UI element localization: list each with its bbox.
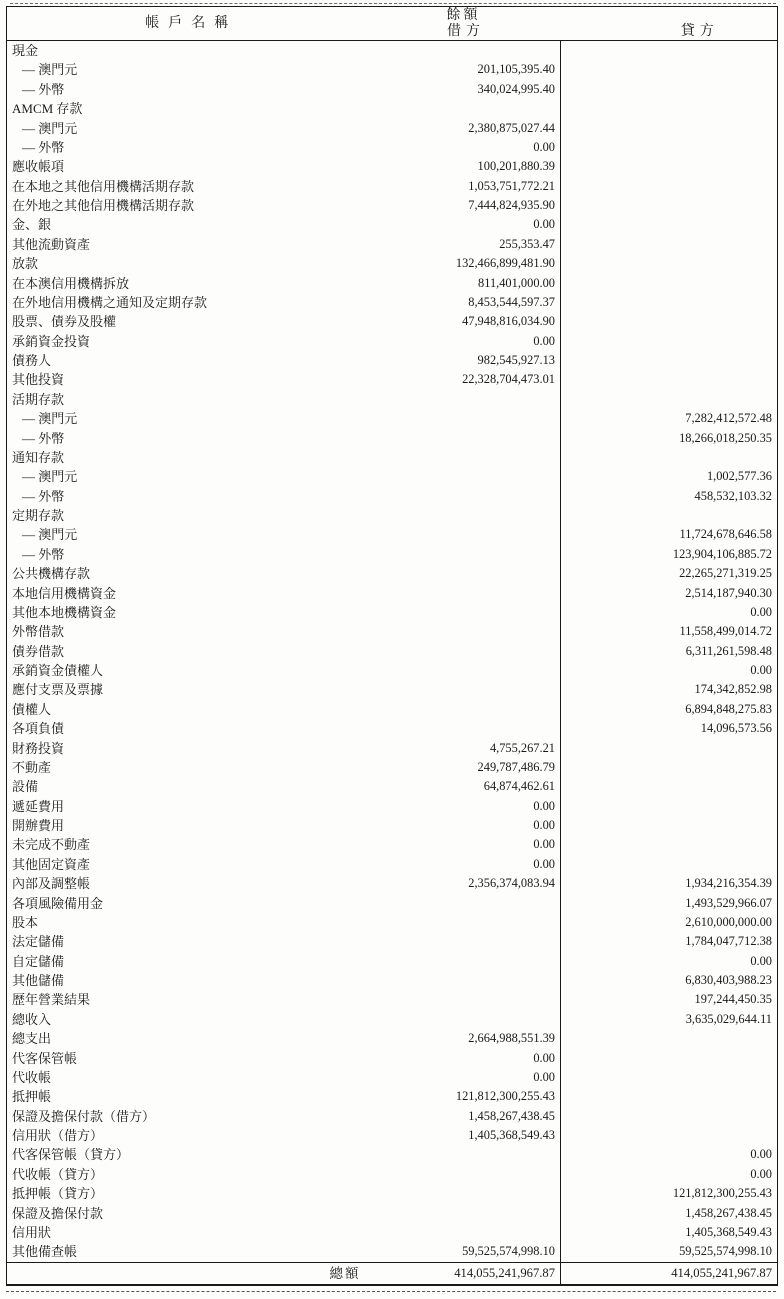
credit-value-cell: 11,558,499,014.72 [679, 624, 772, 639]
debit-value-cell [367, 99, 561, 118]
credit-value-cell [561, 157, 778, 176]
table-row [7, 196, 778, 215]
table-header [7, 7, 778, 41]
table-row [7, 1204, 778, 1223]
table-row [7, 99, 778, 118]
debit-value-cell [367, 894, 561, 913]
debit-value-cell: 1,053,751,772.21 [367, 177, 561, 196]
debit-value-cell [367, 913, 561, 932]
table-row [7, 467, 778, 486]
account-name-cell: 遞延費用 [12, 798, 65, 814]
account-name-cell: 定期存款 [12, 508, 65, 523]
credit-value-cell [561, 235, 778, 254]
balance-column-group-header [367, 7, 778, 25]
credit-value-cell: 11,724,678,646.58 [679, 527, 772, 542]
credit-value-cell [561, 816, 778, 835]
credit-value-cell [561, 855, 778, 874]
account-name-cell: 債券借款 [12, 643, 65, 659]
credit-value-cell [561, 1107, 778, 1126]
debit-value-cell: 4,755,267.21 [367, 739, 561, 758]
credit-value-cell: 123,904,106,885.72 [672, 546, 772, 561]
table-row [7, 700, 778, 719]
credit-value-cell [561, 351, 778, 370]
debit-value-cell [367, 661, 561, 680]
table-row [7, 603, 778, 622]
account-name-cell: 法定儲備 [12, 934, 65, 950]
account-name-cell: 金、銀 [12, 217, 52, 233]
account-name-cell: 總支出 [12, 1031, 52, 1047]
table-row [7, 370, 778, 389]
debit-value-cell: 7,444,824,935.90 [367, 196, 561, 215]
credit-value-cell: 0.00 [750, 953, 772, 968]
debit-value-cell: 0.00 [367, 797, 561, 816]
debit-value-cell [367, 971, 561, 990]
account-name-cell: 其他本地機構資金 [12, 604, 117, 620]
account-name-cell: 放款 [12, 256, 39, 272]
account-name-cell: 在外地之其他信用機構活期存款 [12, 198, 195, 213]
account-name-cell: 信用狀 [12, 1224, 52, 1240]
table-row [7, 177, 778, 196]
debit-value-cell [367, 952, 561, 971]
table-row [7, 1145, 778, 1164]
credit-value-cell: 121,812,300,255.43 [672, 1186, 772, 1201]
credit-value-cell: 59,525,574,998.10 [679, 1244, 772, 1259]
table-row [7, 1184, 778, 1203]
table-row [7, 60, 778, 79]
table-row [7, 777, 778, 796]
debit-value-cell: 0.00 [367, 332, 561, 351]
account-name-cell: — 澳門元 [22, 120, 78, 136]
credit-value-cell: 0.00 [750, 1147, 772, 1162]
account-name-cell: 債權人 [12, 701, 52, 717]
credit-value-cell [561, 177, 778, 196]
table-row [7, 642, 778, 661]
table-row [7, 254, 778, 273]
debit-value-cell [367, 680, 561, 699]
table-row [7, 1107, 778, 1126]
table-row [7, 506, 778, 525]
credit-value-cell: 22,265,271,319.25 [679, 566, 772, 581]
credit-value-cell [561, 777, 778, 796]
credit-value-cell [561, 60, 778, 79]
credit-value-cell: 1,002,577.36 [706, 469, 772, 484]
debit-value-cell: 64,874,462.61 [367, 777, 561, 796]
debit-value-cell: 982,545,927.13 [367, 351, 561, 370]
debit-value-cell [367, 525, 561, 544]
debit-value-cell [367, 467, 561, 486]
credit-value-cell: 0.00 [750, 604, 772, 619]
debit-value-cell: 0.00 [367, 138, 561, 157]
account-name-cell: 代收帳（貸方） [12, 1166, 104, 1182]
credit-value-cell [561, 119, 778, 138]
credit-value-cell [561, 312, 778, 331]
debit-value-cell: 59,525,574,998.10 [367, 1242, 561, 1262]
debit-value-cell [367, 642, 561, 661]
table-row [7, 797, 778, 816]
table-row [7, 661, 778, 680]
account-name-cell: 承銷資金投資 [12, 333, 91, 349]
table-row [7, 835, 778, 854]
credit-value-cell [561, 1049, 778, 1068]
debit-value-cell: 8,453,544,597.37 [367, 293, 561, 312]
table-row [7, 429, 778, 448]
account-name-cell: 通知存款 [12, 449, 65, 465]
credit-value-cell: 1,405,368,549.43 [685, 1224, 772, 1239]
credit-value-cell [561, 80, 778, 99]
credit-value-cell [561, 1126, 778, 1145]
account-name-cell: — 澳門元 [22, 62, 78, 78]
debit-value-cell [367, 448, 561, 467]
table-row [7, 622, 778, 641]
debit-value-cell [367, 584, 561, 603]
account-name-cell: 代客保管帳 [12, 1050, 78, 1066]
total-debit-value: 414,055,241,967.87 [367, 1262, 561, 1285]
table-row [7, 274, 778, 293]
debit-value-cell: 1,405,368,549.43 [367, 1126, 561, 1145]
credit-value-cell: 7,282,412,572.48 [685, 411, 772, 426]
credit-value-cell: 6,311,261,598.48 [685, 643, 772, 658]
account-name-cell: 其他流動資產 [12, 236, 91, 252]
account-name-cell: 自定儲備 [12, 953, 65, 969]
debit-value-cell: 0.00 [367, 1068, 561, 1087]
account-name-cell: 抵押帳（貸方） [12, 1186, 104, 1202]
debit-value-cell [367, 41, 561, 61]
table-row [7, 680, 778, 699]
table-row [7, 235, 778, 254]
table-row [7, 80, 778, 99]
account-name-cell: 抵押帳 [12, 1089, 52, 1105]
debit-value-cell [367, 564, 561, 583]
credit-value-cell: 1,458,267,438.45 [685, 1205, 772, 1220]
table-row [7, 1165, 778, 1184]
debit-value-cell [367, 622, 561, 641]
table-row [7, 1010, 778, 1029]
table-row [7, 990, 778, 1009]
account-name-cell: 設備 [12, 779, 39, 795]
credit-value-cell [561, 254, 778, 273]
credit-value-cell: 6,830,403,988.23 [685, 973, 772, 987]
account-name-cell: 各項風險備用金 [12, 895, 104, 911]
account-name-cell: 財務投資 [12, 740, 65, 756]
credit-value-cell: 174,342,852.98 [694, 682, 772, 697]
account-name-cell: — 澳門元 [22, 411, 78, 427]
debit-value-cell [367, 487, 561, 506]
credit-value-cell [561, 835, 778, 854]
debit-value-cell [367, 1145, 561, 1164]
table-row [7, 390, 778, 409]
scan-artifact-line [6, 1291, 776, 1292]
account-name-cell: 總收入 [12, 1011, 52, 1027]
debit-value-cell [367, 1184, 561, 1203]
account-name-cell: 代收帳 [12, 1069, 52, 1085]
debit-value-cell [367, 932, 561, 951]
debit-value-cell: 340,024,995.40 [367, 80, 561, 99]
credit-value-cell [561, 41, 778, 61]
credit-value-cell: 2,514,187,940.30 [685, 585, 772, 600]
credit-value-cell [561, 739, 778, 758]
credit-value-cell [561, 215, 778, 234]
debit-value-cell: 1,458,267,438.45 [367, 1107, 561, 1126]
credit-value-cell [561, 390, 778, 409]
account-name-cell: 其他儲備 [12, 973, 65, 988]
table-row [7, 932, 778, 951]
table-row [7, 952, 778, 971]
account-name-cell: 在本地之其他信用機構活期存款 [12, 178, 195, 194]
table-row [7, 119, 778, 138]
debit-value-cell: 2,664,988,551.39 [367, 1029, 561, 1048]
debit-value-cell [367, 390, 561, 409]
account-name-cell: 活期存款 [12, 391, 65, 407]
table-row [7, 971, 778, 990]
debit-value-cell [367, 1204, 561, 1223]
table-row [7, 448, 778, 467]
credit-value-cell [561, 506, 778, 525]
debit-value-cell: 0.00 [367, 835, 561, 854]
table-row [7, 157, 778, 176]
table-footer [7, 1262, 778, 1285]
credit-column-header: 貸方 [680, 24, 719, 39]
account-name-cell: 開辦費用 [12, 818, 65, 833]
table-row [7, 913, 778, 932]
table-row [7, 351, 778, 370]
table-row [7, 138, 778, 157]
account-name-cell: 股本 [12, 914, 39, 930]
table-row [7, 816, 778, 835]
debit-value-cell [367, 719, 561, 738]
table-row [7, 1029, 778, 1048]
table-row [7, 855, 778, 874]
account-name-cell: — 外幣 [22, 81, 65, 97]
credit-value-cell [561, 196, 778, 215]
debit-value-cell [367, 1223, 561, 1242]
table-row [7, 215, 778, 234]
account-name-cell: — 外幣 [22, 488, 65, 504]
account-name-cell: 不動產 [12, 759, 52, 775]
account-name-cell: 各項負債 [12, 721, 65, 737]
account-name-cell: 歷年營業結果 [12, 992, 91, 1008]
credit-value-cell [561, 99, 778, 118]
debit-value-cell: 249,787,486.79 [367, 758, 561, 777]
credit-value-cell [561, 1029, 778, 1048]
table-row [7, 293, 778, 312]
debit-value-cell: 201,105,395.40 [367, 60, 561, 79]
credit-value-cell: 0.00 [750, 663, 772, 677]
account-name-cell: 代客保管帳（貸方） [12, 1147, 130, 1163]
account-name-cell: 保證及擔保付款 [12, 1205, 104, 1221]
account-name-cell: 其他投資 [12, 372, 65, 388]
balance-header-label: 餘額 [446, 8, 481, 23]
debit-value-cell [367, 429, 561, 448]
debit-value-cell: 0.00 [367, 215, 561, 234]
table-row [7, 894, 778, 913]
account-name-cell: 應付支票及票據 [12, 682, 104, 698]
debit-column-header: 借方 [447, 24, 485, 39]
debit-value-cell [367, 409, 561, 428]
account-name-cell: 債務人 [12, 353, 52, 368]
table-row [7, 1126, 778, 1145]
debit-value-cell [367, 506, 561, 525]
credit-value-cell [561, 797, 778, 816]
debit-value-cell [367, 545, 561, 564]
account-name-cell: — 澳門元 [22, 469, 78, 485]
credit-value-cell: 458,532,103.32 [694, 488, 772, 503]
balance-sheet-table [6, 6, 778, 1286]
credit-value-cell [561, 293, 778, 312]
table-row [7, 1049, 778, 1068]
table-row [7, 564, 778, 583]
total-row [7, 1262, 778, 1285]
account-name-cell: 在外地信用機構之通知及定期存款 [12, 294, 208, 310]
credit-value-cell: 1,934,216,354.39 [685, 876, 772, 891]
account-name-cell: — 澳門元 [22, 527, 78, 543]
debit-value-cell: 255,353.47 [367, 235, 561, 254]
account-name-column-header: 帳戶名稱 [145, 16, 238, 31]
account-name-cell: 應收帳項 [12, 159, 65, 175]
debit-value-cell: 2,356,374,083.94 [367, 874, 561, 893]
credit-value-cell [561, 1087, 778, 1106]
debit-value-cell: 100,201,880.39 [367, 157, 561, 176]
account-name-cell: 公共機構存款 [12, 566, 91, 582]
account-name-cell: 在本澳信用機構拆放 [12, 275, 130, 291]
credit-value-cell [561, 332, 778, 351]
table-row [7, 1223, 778, 1242]
debit-value-cell: 132,466,899,481.90 [367, 254, 561, 273]
credit-value-cell: 197,244,450.35 [694, 992, 772, 1007]
table-row [7, 525, 778, 544]
total-credit-value: 414,055,241,967.87 [671, 1265, 772, 1280]
debit-value-cell [367, 1010, 561, 1029]
account-name-cell: AMCM 存款 [12, 101, 83, 117]
debit-value-cell: 2,380,875,027.44 [367, 119, 561, 138]
credit-value-cell: 2,610,000,000.00 [685, 914, 772, 929]
debit-value-cell: 811,401,000.00 [367, 274, 561, 293]
debit-value-cell [367, 603, 561, 622]
credit-value-cell: 0.00 [750, 1166, 772, 1181]
credit-value-cell: 14,096,573.56 [700, 721, 772, 736]
table-row [7, 409, 778, 428]
table-row [7, 584, 778, 603]
table-row [7, 41, 778, 61]
credit-value-cell [561, 1068, 778, 1087]
credit-value-cell [561, 274, 778, 293]
account-name-cell: 其他備查帳 [12, 1244, 78, 1260]
debit-value-cell: 0.00 [367, 855, 561, 874]
total-label: 總額 [329, 1265, 361, 1281]
debit-value-cell: 22,328,704,473.01 [367, 370, 561, 389]
account-name-cell: 保證及擔保付款（借方） [12, 1108, 156, 1124]
table-row [7, 545, 778, 564]
credit-value-cell: 6,894,848,275.83 [685, 701, 772, 716]
credit-value-cell [561, 138, 778, 157]
debit-value-cell: 0.00 [367, 1049, 561, 1068]
table-row [7, 312, 778, 331]
table-row [7, 487, 778, 506]
debit-value-cell [367, 1165, 561, 1184]
table-row [7, 874, 778, 893]
credit-value-cell: 3,635,029,644.11 [685, 1011, 772, 1026]
account-name-cell: 未完成不動產 [12, 837, 91, 853]
account-name-cell: — 外幣 [22, 139, 65, 155]
credit-value-cell: 18,266,018,250.35 [679, 430, 772, 445]
credit-value-cell: 1,493,529,966.07 [685, 895, 772, 910]
credit-value-cell [561, 448, 778, 467]
account-rows [7, 41, 778, 1263]
debit-value-cell [367, 990, 561, 1009]
account-name-cell: — 外幣 [22, 546, 65, 562]
account-name-cell: 信用狀（借方） [12, 1128, 104, 1143]
debit-value-cell [367, 700, 561, 719]
account-name-cell: 股票、債券及股權 [12, 314, 117, 330]
credit-value-cell [561, 370, 778, 389]
account-name-cell: 現金 [12, 43, 39, 58]
table-row [7, 332, 778, 351]
table-row [7, 758, 778, 777]
table-row [7, 1068, 778, 1087]
account-name-cell: 本地信用機構資金 [12, 585, 117, 601]
account-name-cell: — 外幣 [22, 430, 65, 446]
scan-artifact-line [10, 3, 776, 4]
debit-value-cell: 121,812,300,255.43 [367, 1087, 561, 1106]
account-name-cell: 承銷資金債權人 [12, 663, 104, 678]
table-row [7, 1242, 778, 1262]
account-name-cell: 內部及調整帳 [12, 876, 91, 892]
debit-value-cell: 0.00 [367, 816, 561, 835]
credit-value-cell [561, 758, 778, 777]
table-row [7, 1087, 778, 1106]
credit-value-cell: 1,784,047,712.38 [685, 934, 772, 949]
table-row [7, 739, 778, 758]
debit-value-cell: 47,948,816,034.90 [367, 312, 561, 331]
account-name-cell: 其他固定資產 [12, 856, 91, 872]
account-name-cell: 外幣借款 [12, 624, 65, 640]
table-row [7, 719, 778, 738]
